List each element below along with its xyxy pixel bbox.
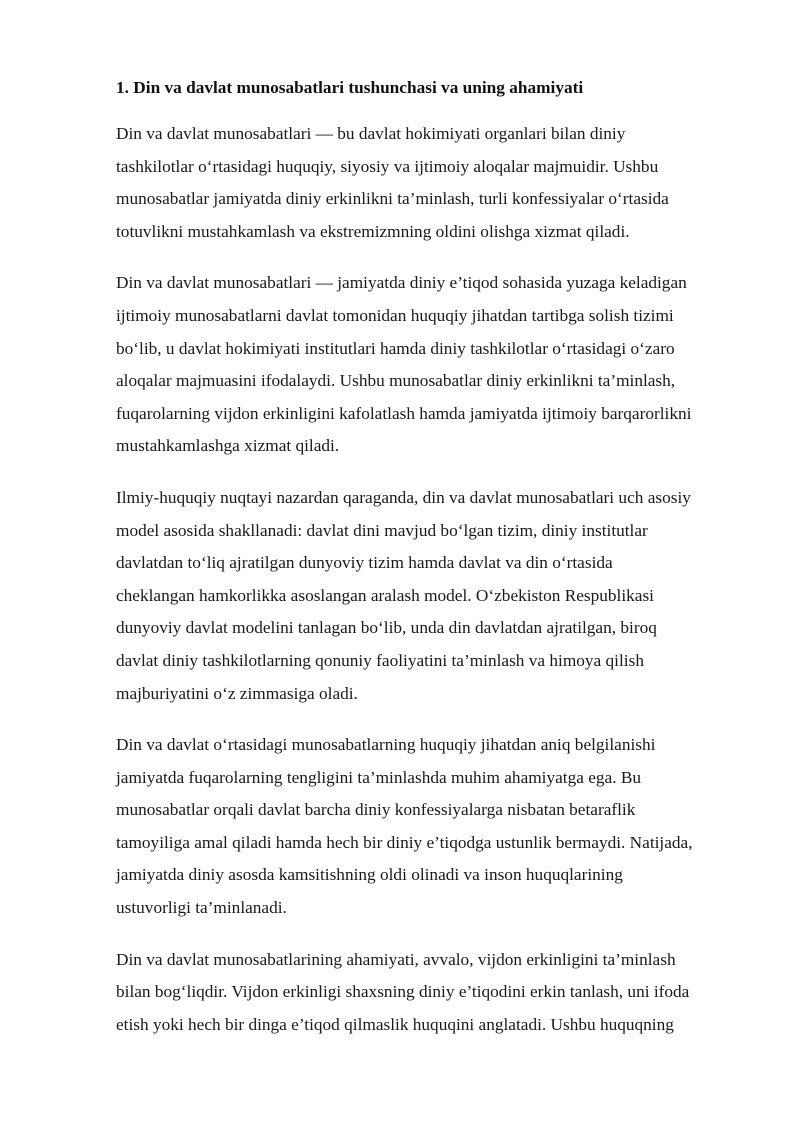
paragraph-line: tashkilotlar o‘rtasidagi huquqiy, siyosiy va ijtimoiy aloqalar majmuidir. Ushbu xyxy=(116,156,659,176)
section-heading: 1. Din va davlat munosabatlari tushunchasi va uning ahamiyati xyxy=(116,78,584,97)
paragraph xyxy=(116,267,746,463)
paragraph-line: majburiyatini o‘z zimmasiga oladi. xyxy=(116,683,358,703)
paragraph-line: dunyoviy davlat modelini tanlagan bo‘lib, unda din davlatdan ajratilgan, biroq xyxy=(116,618,657,638)
paragraph-line: jamiyatda diniy asosda kamsitishning oldi olinadi va inson huquqlarining xyxy=(116,865,623,885)
paragraph xyxy=(116,729,746,925)
paragraph-line: mustahkamlashga xizmat qiladi. xyxy=(116,436,340,456)
paragraph xyxy=(116,944,746,1042)
paragraph-line: munosabatlar jamiyatda diniy erkinlikni ta’minlash, turli konfessiyalar o‘rtasida xyxy=(116,189,669,209)
paragraphs-container xyxy=(116,118,746,1041)
paragraph-line: ijtimoiy munosabatlarni davlat tomonidan huquqiy jihatdan tartibga solish tizimi xyxy=(116,305,674,325)
paragraph-line: model asosida shakllanadi: davlat dini mavjud bo‘lgan tizim, diniy institutlar xyxy=(116,520,648,540)
paragraph-line: cheklangan hamkorlikka asoslangan aralash model. O‘zbekiston Respublikasi xyxy=(116,585,654,605)
paragraph-line: davlatdan to‘liq ajratilgan dunyoviy tizim hamda davlat va din o‘rtasida xyxy=(116,553,613,573)
paragraph-line: jamiyatda fuqarolarning tengligini ta’minlashda muhim ahamiyatga ega. Bu xyxy=(116,767,642,787)
paragraph-line: fuqarolarning vijdon erkinligini kafolatlash hamda jamiyatda ijtimoiy barqarorlikni xyxy=(116,403,692,423)
paragraph-line: munosabatlar orqali davlat barcha diniy konfessiyalarga nisbatan betaraflik xyxy=(116,800,636,820)
paragraph-line: Din va davlat o‘rtasidagi munosabatlarning huquqiy jihatdan aniq belgilanishi xyxy=(116,735,656,755)
paragraph-line: bo‘lib, u davlat hokimiyati institutlari hamda diniy tashkilotlar o‘rtasidagi o‘zaro xyxy=(116,338,675,358)
paragraph-line: Din va davlat munosabatlarining ahamiyati, avvalo, vijdon erkinligini ta’minlash xyxy=(116,949,676,969)
paragraph-line: Ilmiy-huquqiy nuqtayi nazardan qaraganda, din va davlat munosabatlari uch asosiy xyxy=(116,487,691,507)
paragraph-line: totuvlikni mustahkamlash va ekstremizmning oldini olishga xizmat qiladi. xyxy=(116,221,630,241)
paragraph xyxy=(116,118,746,248)
document-body xyxy=(116,74,746,1060)
paragraph-line: aloqalar majmuasini ifodalaydi. Ushbu munosabatlar diniy erkinlikni ta’minlash, xyxy=(116,371,676,391)
paragraph-line: Din va davlat munosabatlari — bu davlat hokimiyati organlari bilan diniy xyxy=(116,124,626,143)
paragraph-line: etish yoki hech bir dinga e’tiqod qilmaslik huquqini anglatadi. Ushbu huquqning xyxy=(116,1014,674,1034)
paragraph xyxy=(116,482,746,710)
paragraph-line: Din va davlat munosabatlari — jamiyatda diniy e’tiqod sohasida yuzaga keladigan xyxy=(116,273,687,293)
paragraph-line: ustuvorligi ta’minlanadi. xyxy=(116,898,287,918)
paragraph-line: tamoyiliga amal qiladi hamda hech bir diniy e’tiqodga ustunlik bermaydi. Natijada, xyxy=(116,832,693,852)
paragraph-line: davlat diniy tashkilotlarning qonuniy faoliyatini ta’minlash va himoya qilish xyxy=(116,650,644,670)
paragraph-line: bilan bog‘liqdir. Vijdon erkinligi shaxsning diniy e’tiqodini erkin tanlash, uni ifoda xyxy=(116,982,690,1002)
